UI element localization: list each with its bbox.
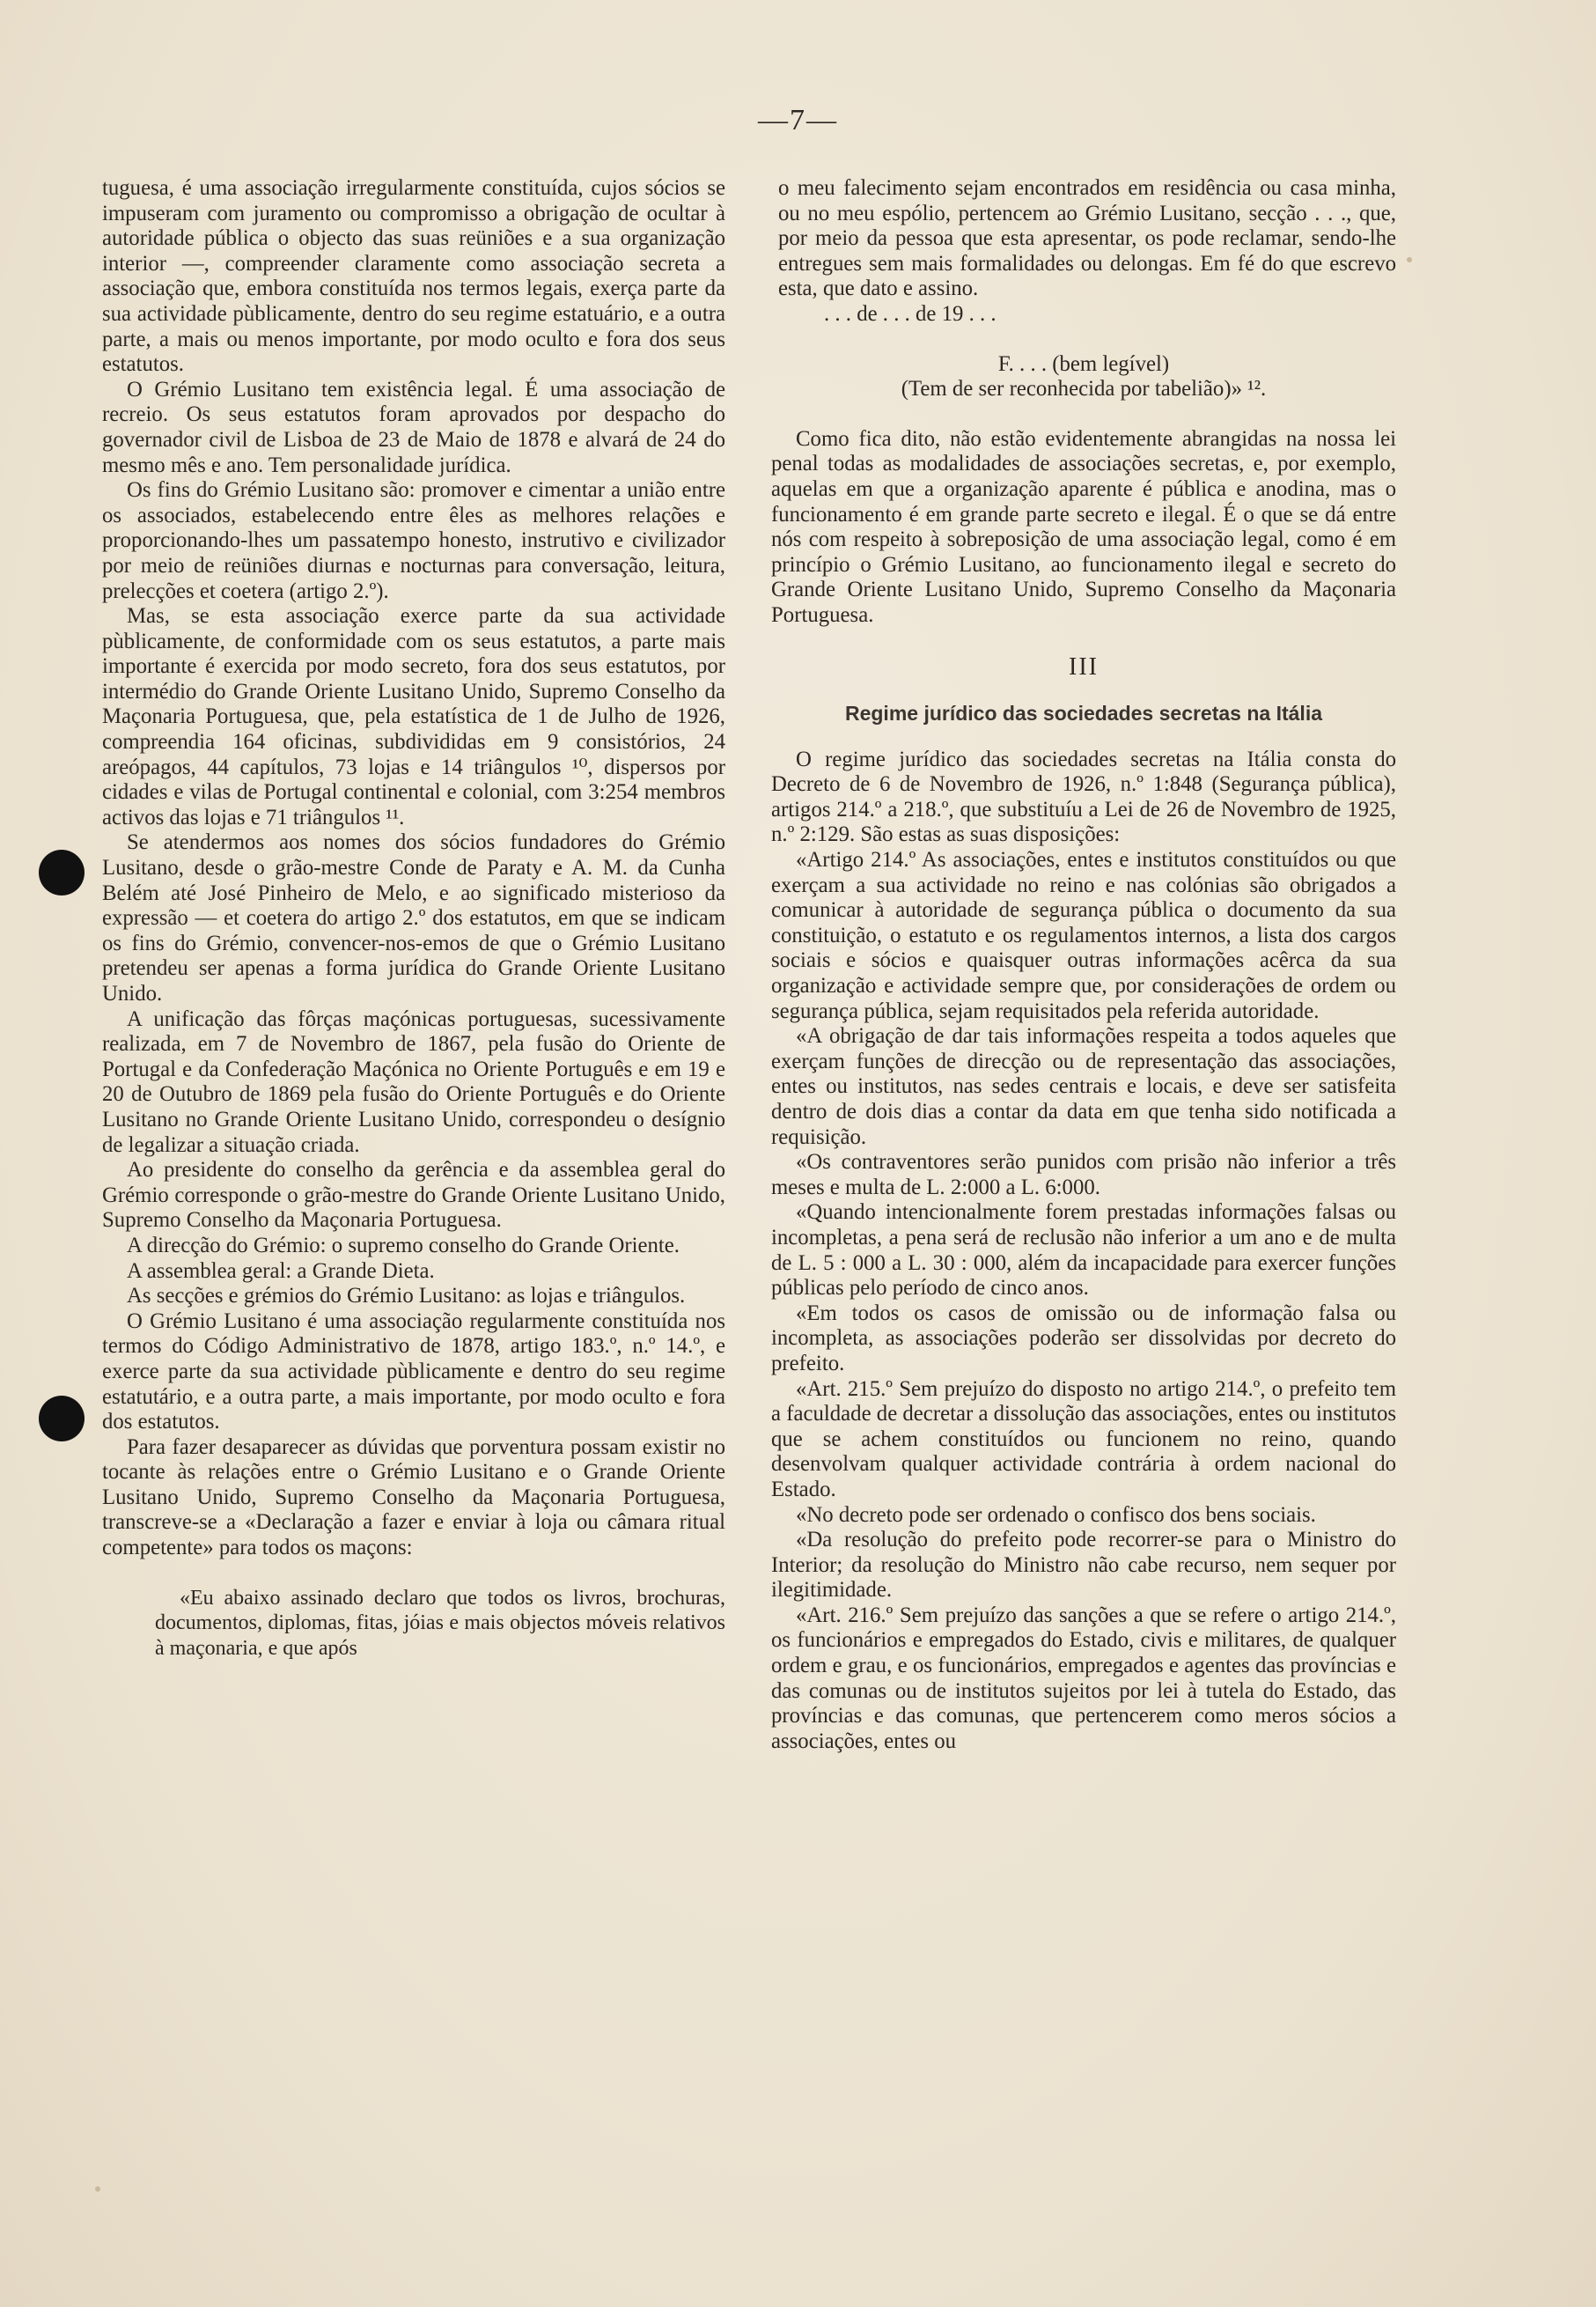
declaration-quote-continued: o meu falecimento sejam encontrados em residência ou casa minha, ou no meu espólio, pertencem ao Grémio Lusitano, secção . . ., que, por meio da pessoa que esta apresentar, os pode reclamar, sendo-lhe entregues sem mais formalidades ou delongas. Em fé do que escrevo esta, que dato e assino. (778, 176, 1396, 301)
paragraph: «Art. 216.º Sem prejuízo das sanções a que se refere o artigo 214.º, os funcionários e empregados do Estado, civis e militares, de qualquer ordem e grau, e os funcionários, empregados e agentes das províncias e das comunas ou de institutos sujeitos por lei à tutela do Estado, das províncias e das comunas, que pertencerem como meros sócios a associações, entes ou (771, 1603, 1396, 1753)
paragraph: O Grémio Lusitano tem existência legal. É uma associação de recreio. Os seus estatutos foram aprovados por despacho do governador civil de Lisboa de 23 de Maio de 1878 e alvará de 24 do mesmo mês e ano. Tem personalidade jurídica. (102, 377, 725, 477)
paragraph: O Grémio Lusitano é uma associação regularmente constituída nos termos do Código Administrativo de 1878, artigo 183.º, n.º 14.º, e exerce parte da sua actividade pùblicamente e dentro do seu regime estatutário, e a outra parte, a mais importante, por modo oculto e fora dos estatutos. (102, 1308, 725, 1434)
paragraph: «Em todos os casos de omissão ou de informação falsa ou incompleta, as associações poderão ser dissolvidas por decreto do prefeito. (771, 1301, 1396, 1375)
right-column (771, 176, 1396, 1754)
paragraph: «Os contraventores serão punidos com prisão não inferior a três meses e multa de L. 2:000 a L. 6:000. (771, 1150, 1396, 1199)
section-number: III (1069, 652, 1099, 681)
paragraph: Os fins do Grémio Lusitano são: promover e cimentar a união entre os associados, estabelecendo entre êles as melhores relações e proporcionando-lhes um passatempo honesto, instrutivo e civilizador por meio de reüniões diurnas e nocturnas para conversação, leitura, prelecções et coetera (artigo 2.º). (102, 478, 725, 603)
left-column (102, 176, 725, 1661)
declaration-signature-note: (Tem de ser reconhecida por tabelião)» ¹². (901, 377, 1267, 402)
paragraph: Como fica dito, não estão evidentemente abrangidas na nossa lei penal todas as modalidades de associações secretas, e, por exemplo, aquelas em que a organização aparente é pública e anodina, mas o funcionamento é em grande parte secreto e ilegal. É o que se dá entre nós com respeito à sobreposição de uma associação legal, como é em princípio o Grémio Lusitano, ao funcionamento ilegal e secreto do Grande Oriente Lusitano Unido, Supremo Conselho da Maçonaria Portuguesa. (771, 426, 1396, 627)
paragraph: «No decreto pode ser ordenado o confisco dos bens sociais. (796, 1502, 1316, 1527)
paragraph: Se atendermos aos nomes dos sócios fundadores do Grémio Lusitano, desde o grão-mestre Conde de Paraty e A. M. da Cunha Belém até José Pinheiro de Melo, e ao significado misterioso da expressão — et coetera do artigo 2.º dos estatutos, em que se indicam os fins do Grémio, convencer-nos-emos de que o Grémio Lusitano pretendeu ser apenas a forma jurídica do Grande Oriente Lusitano Unido. (102, 830, 725, 1006)
paper-speck (95, 2186, 100, 2192)
paragraph: Para fazer desaparecer as dúvidas que porventura possam existir no tocante às relações entre o Grémio Lusitano e o Grande Oriente Lusitano Unido, Supremo Conselho da Maçonaria Portuguesa, transcreve-se a «Declaração a fazer e enviar à loja ou câmara ritual competente» para todos os maçons: (102, 1434, 725, 1560)
paragraph: tuguesa, é uma associação irregularmente constituída, cujos sócios se impuseram com juramento ou compromisso a obrigação de ocultar à autoridade pública o objecto das suas reüniões e a sua organização interior —, compreender claramente como associação secreta a associação que, embora constituída nos termos legais, exerça parte da sua actividade pùblicamente, dentro do seu regime estatuário, e a outra parte, a mais ou menos importante, por modo oculto e fora dos seus estatutos. (102, 176, 725, 377)
paragraph: As secções e grémios do Grémio Lusitano: as lojas e triângulos. (127, 1284, 686, 1308)
paragraph: O regime jurídico das sociedades secretas na Itália consta do Decreto de 6 de Novembro de 1926, n.º 1:848 (Segurança pública), artigos 214.º a 218.º, que substituíu a Lei de 26 de Novembro de 1925, n.º 2:129. São estas as suas disposições: (771, 747, 1396, 847)
paragraph: «Art. 215.º Sem prejuízo do disposto no artigo 214.º, o prefeito tem a faculdade de decretar a dissolução das associações, entes ou institutos que se achem constituídos ou funcionem no reino, quando desenvolvam qualquer actividade contrária à ordem nacional do Estado. (771, 1376, 1396, 1501)
paragraph: «Da resolução do prefeito pode recorrer-se para o Ministro do Interior; da resolução do Ministro não cabe recurso, nem sequer por ilegitimidade. (771, 1528, 1396, 1603)
page-number: —7— (758, 104, 838, 136)
declaration-quote: «Eu abaixo assinado declaro que todos os livros, brochuras, documentos, diplomas, fitas, jóias e mais objectos móveis relativos à maçonaria, e que após (155, 1586, 725, 1660)
paragraph: A assemblea geral: a Grande Dieta. (127, 1258, 435, 1283)
declaration-signature: F. . . . (bem legível) (997, 351, 1170, 376)
paragraph: A direcção do Grémio: o supremo conselho do Grande Oriente. (127, 1233, 680, 1257)
paragraph: «A obrigação de dar tais informações respeita a todos aqueles que exerçam funções de direcção ou de representação das associações, entes ou institutos, nas sedes centrais e locais, e deve ser satisfeita dentro de dois dias a contar da data em que tenha sido notificada a requisição. (771, 1024, 1396, 1149)
paragraph: «Quando intencionalmente forem prestadas informações falsas ou incompletas, a pena será de reclusão não inferior a um ano e de multa de L. 5 : 000 a L. 30 : 000, além da incapacidade para exercer funções públicas pelo período de cinco anos. (771, 1200, 1396, 1301)
paper-speck (1407, 257, 1412, 262)
punch-hole-lower (39, 1396, 85, 1441)
paragraph: Ao presidente do conselho da gerência e da assemblea geral do Grémio corresponde o grão-mestre do Grande Oriente Lusitano Unido, Supremo Conselho da Maçonaria Portuguesa. (102, 1158, 725, 1233)
paragraph: «Artigo 214.º As associações, entes e institutos constituídos ou que exerçam a sua actividade no reino e nas colónias são obrigados a comunicar à autoridade de segurança pública o documento da sua constituição, o estatuto e os regulamentos internos, a lista dos cargos sociais e sócios e quaisquer outras informações acêrca da sua organização e actividade sempre que, por considerações de ordem ou segurança pública, sejam requisitados pela referida autoridade. (771, 848, 1396, 1023)
section-title: Regime jurídico das sociedades secretas na Itália (844, 702, 1323, 726)
declaration-dateline: . . . de . . . de 19 . . . (824, 301, 997, 326)
paragraph: A unificação das fôrças maçónicas portuguesas, sucessivamente realizada, em 7 de Novembro de 1867, pela fusão do Oriente de Portugal e da Confederação Maçónica no Oriente Português e em 19 e 20 de Outubro de 1869 pela fusão do Oriente Português e do Oriente Lusitano no Grande Oriente Lusitano Unido, correspondeu o desígnio de legalizar a situação criada. (102, 1006, 725, 1157)
paragraph: Mas, se esta associação exerce parte da sua actividade pùblicamente, de conformidade com os seus estatutos, a parte mais importante é exercida por modo secreto, fora dos seus estatutos, por intermédio do Grande Oriente Lusitano Unido, Supremo Conselho da Maçonaria Portuguesa, que, pela estatística de 1 de Julho de 1926, compreendia 164 oficinas, subdivididas em 9 consistórios, 24 areópagos, 44 capítulos, 73 lojas e 14 triângulos ¹⁰, dispersos por cidades e vilas de Portugal continental e colonial, com 3:254 membros activos das lojas e 71 triângulos ¹¹. (102, 604, 725, 829)
punch-hole-upper (39, 850, 85, 896)
